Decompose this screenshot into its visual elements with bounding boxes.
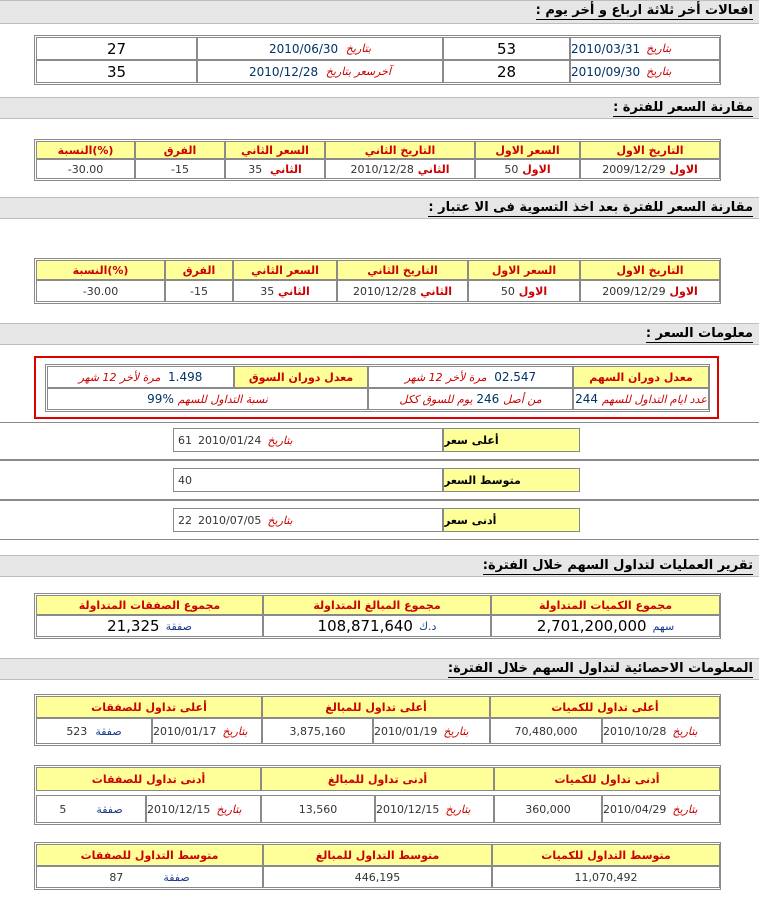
total-amount-cell: د.ك 108,871,640: [263, 615, 491, 637]
market-days-cell: من أصل 246 يوم للسوق ككل: [368, 388, 573, 410]
first-price-value: الاول 50: [468, 280, 580, 302]
total-quantity-cell: سهم 2,701,200,000: [491, 615, 720, 637]
header-second-price: السعر الثاني: [233, 260, 337, 280]
q1-value: 53: [443, 37, 570, 60]
last-price-value: 35: [36, 60, 197, 83]
last-price-date-cell: آخرسعر بتاريخ 2010/12/28: [197, 60, 443, 83]
high-price-label: أعلى سعر: [443, 428, 580, 452]
avg-deals-value-cell: صفقة 87: [36, 866, 263, 888]
min-amount-date-cell: بتاريخ 2010/12/15: [375, 795, 494, 823]
max-quantity-date-cell: بتاريخ 2010/10/28: [602, 718, 720, 744]
max-deals-date-cell: بتاريخ 2010/01/17: [152, 718, 262, 744]
difference-value: 15-: [165, 280, 233, 302]
low-price-row: [0, 500, 759, 540]
header-total-quantity: مجموع الكميات المتداولة: [491, 595, 720, 615]
header-max-amount: أعلى تداول للمبالغ: [262, 696, 490, 718]
header-first-price: السعر الاول: [468, 260, 580, 280]
price-compare-table: [34, 139, 721, 181]
second-price-value: الثاني 35: [233, 280, 337, 302]
difference-value: 15-: [135, 159, 225, 179]
first-date-value: الاول 2009/12/29: [580, 159, 720, 179]
average-price-label: متوسط السعر: [443, 468, 580, 492]
market-turnover-value-cell: 1.498 مرة لأخر 12 شهر: [47, 366, 234, 388]
high-price-row: [0, 422, 759, 460]
header-min-deals: أدنى تداول للصفقات: [36, 767, 261, 791]
max-amount-date-cell: بتاريخ 2010/01/19: [373, 718, 490, 744]
max-quantity-value: 70,480,000: [490, 718, 602, 744]
header-first-date: التاريخ الاول: [580, 141, 720, 159]
header-difference: الفرق: [135, 141, 225, 159]
header-first-price: السعر الاول: [475, 141, 580, 159]
high-price-value-cell: 61 2010/01/24 بتاريخ: [173, 428, 443, 452]
q2-date-cell: بتاريخ 2010/06/30: [197, 37, 443, 60]
quarters-table: [34, 35, 721, 85]
min-quantity-date-cell: بتاريخ 2010/04/29: [602, 795, 720, 823]
header-avg-amount: متوسط التداول للمبالغ: [263, 844, 492, 866]
average-price-value: 40: [173, 468, 443, 492]
operations-table: [34, 593, 721, 639]
avg-trading-table: [34, 842, 721, 890]
percentage-value: 30.00-: [36, 280, 165, 302]
header-first-date: التاريخ الاول: [580, 260, 720, 280]
max-trading-table: [34, 694, 721, 746]
header-difference: الفرق: [165, 260, 233, 280]
turnover-table: [45, 364, 710, 412]
trading-days-cell: عدد ايام التداول للسهم 244: [573, 388, 709, 410]
trading-ratio-cell: نسبة التداول للسهم 99%: [47, 388, 368, 410]
header-avg-quantity: متوسط التداول للكميات: [492, 844, 720, 866]
avg-amount-value: 446,195: [263, 866, 492, 888]
header-total-amount: مجموع المبالغ المتداولة: [263, 595, 491, 615]
q3-date-cell: بتاريخ 2010/09/30: [570, 60, 720, 83]
low-price-value-cell: 22 2010/07/05 بتاريخ: [173, 508, 443, 532]
header-second-date: التاريخ الثاني: [325, 141, 475, 159]
section-header-price-compare-adjusted: [0, 197, 759, 219]
section-title: المعلومات الاحصائية لتداول السهم خلال الفترة:: [447, 661, 753, 676]
min-trading-table: [34, 765, 721, 825]
second-date-value: الثاني 2010/12/28: [325, 159, 475, 179]
min-quantity-value: 360,000: [494, 795, 602, 823]
max-deals-value-cell: صفقة 523: [36, 718, 152, 744]
percentage-value: 30.00-: [36, 159, 135, 179]
header-min-amount: أدنى تداول للمبالغ: [261, 767, 494, 791]
avg-quantity-value: 11,070,492: [492, 866, 720, 888]
section-header-statistics: [0, 658, 759, 680]
header-max-quantity: أعلى تداول للكميات: [490, 696, 720, 718]
min-amount-value: 13,560: [261, 795, 375, 823]
header-second-price: السعر الثاني: [225, 141, 325, 159]
price-compare-adjusted-table: [34, 258, 721, 304]
header-total-deals: مجموع الصفقات المتداولة: [36, 595, 263, 615]
section-header-price-compare: [0, 97, 759, 119]
second-price-value: الثاني 35: [225, 159, 325, 179]
header-min-quantity: أدنى تداول للكميات: [494, 767, 720, 791]
first-price-value: الاول 50: [475, 159, 580, 179]
first-date-value: الاول 2009/12/29: [580, 280, 720, 302]
second-date-value: الثاني 2010/12/28: [337, 280, 468, 302]
max-amount-value: 3,875,160: [262, 718, 373, 744]
section-title: تقرير العمليات لتداول السهم خلال الفترة:: [482, 558, 753, 573]
section-header-last-quarters: [0, 0, 759, 24]
header-percentage: (%)النسبة: [36, 141, 135, 159]
header-avg-deals: متوسط التداول للصفقات: [36, 844, 263, 866]
min-deals-date-cell: بتاريخ 2010/12/15: [146, 795, 261, 823]
average-price-row: [0, 460, 759, 500]
section-title: افعالات أخر ثلاثة ارباع و أخر يوم :: [535, 3, 753, 18]
section-header-operations-report: [0, 555, 759, 577]
header-second-date: التاريخ الثاني: [337, 260, 468, 280]
section-header-price-info: [0, 323, 759, 345]
market-turnover-label: معدل دوران السوق: [234, 366, 368, 388]
total-deals-cell: صفقة 21,325: [36, 615, 263, 637]
min-deals-value-cell: صفقة 5: [36, 795, 146, 823]
low-price-label: أدنى سعر: [443, 508, 580, 532]
header-max-deals: أعلى تداول للصفقات: [36, 696, 262, 718]
section-title: معلومات السعر :: [645, 326, 753, 341]
stock-turnover-value-cell: 02.547 مرة لأخر 12 شهر: [368, 366, 573, 388]
q3-value: 28: [443, 60, 570, 83]
header-percentage: (%)النسبة: [36, 260, 165, 280]
section-title: مقارنة السعر للفترة :: [613, 100, 753, 115]
stock-turnover-label: معدل دوران السهم: [573, 366, 709, 388]
section-title: مقارنة السعر للفترة بعد اخذ التسوية فى الا عتبار :: [428, 200, 753, 215]
q1-date-cell: بتاريخ 2010/03/31: [570, 37, 720, 60]
q2-value: 27: [36, 37, 197, 60]
